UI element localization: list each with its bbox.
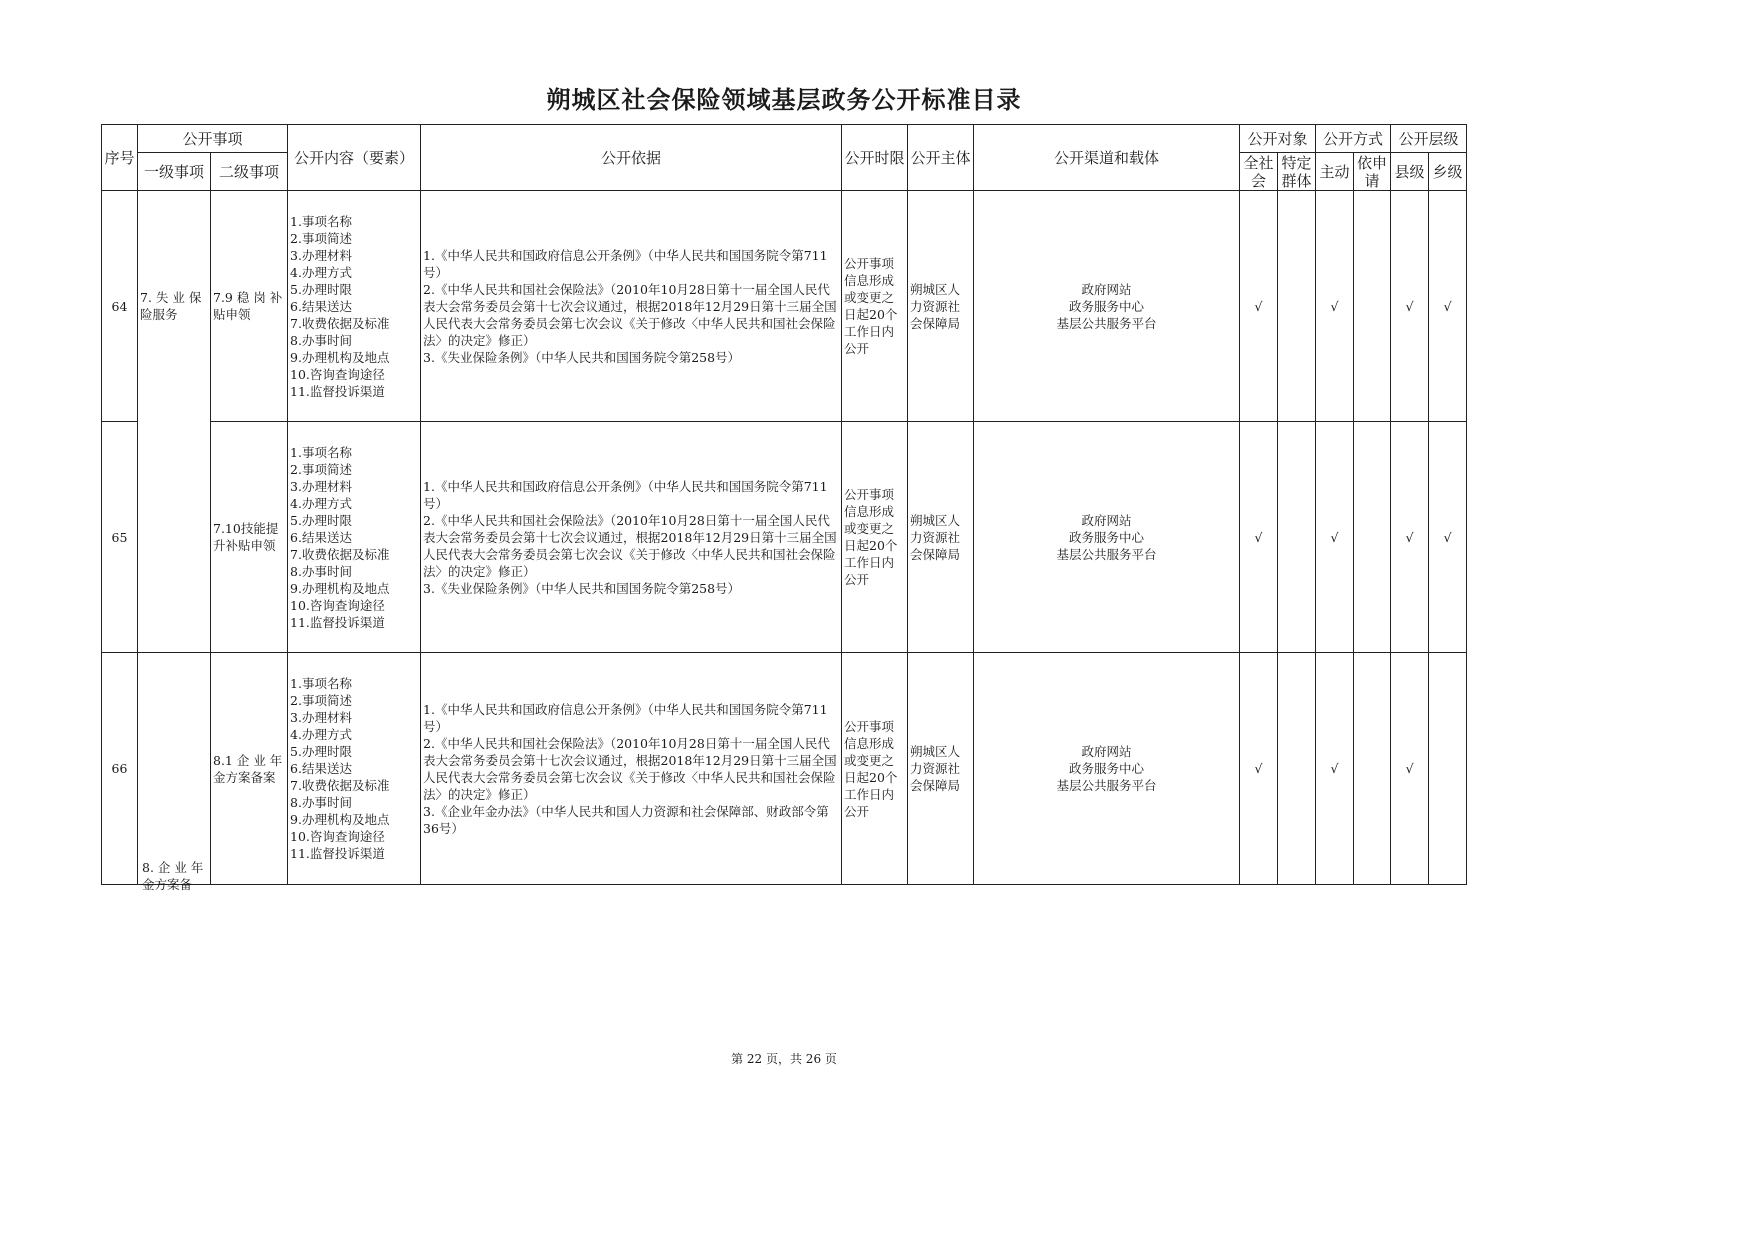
level1-cell (138, 191, 211, 653)
header-matter: 公开事项 (138, 125, 288, 153)
content-item: 1.事项名称 (290, 676, 352, 691)
row-level-county: √ (1391, 653, 1429, 885)
table-row (102, 653, 1467, 885)
row-level-township: √ (1429, 422, 1467, 653)
row-channels (974, 422, 1240, 653)
row-channels (974, 653, 1240, 885)
row-target-group (1278, 191, 1316, 422)
row-target-all: √ (1240, 191, 1278, 422)
channel-item: 政务服务中心 (1069, 529, 1145, 545)
content-item: 5.办理时限 (290, 281, 352, 297)
header-basis: 公开依据 (421, 125, 842, 191)
content-item: 9.办理机构及地点 (290, 812, 390, 827)
table-row (102, 191, 1467, 422)
content-item: 3.办理材料 (290, 478, 352, 494)
content-item: 6.结果送达 (290, 529, 352, 545)
header-target-all: 全社会 (1240, 153, 1278, 191)
row-content (288, 191, 421, 422)
content-item: 7.收费依据及标准 (290, 778, 390, 793)
content-item: 1.事项名称 (290, 444, 352, 460)
basis-item: 1.《中华人民共和国政府信息公开条例》（中华人民共和国国务院令第711号） (423, 247, 828, 280)
content-item: 4.办理方式 (290, 264, 352, 280)
header-level-township: 乡级 (1429, 153, 1467, 191)
content-item: 3.办理材料 (290, 710, 352, 725)
header-seq: 序号 (102, 125, 138, 191)
row-basis (421, 191, 842, 422)
row-time: 公开事项信息形成或变更之日起20个工作日内公开 (842, 422, 908, 653)
row-method-apply (1354, 422, 1391, 653)
basis-item: 2.《中华人民共和国社会保险法》（2010年10月28日第十一届全国人民代表大会常务委员会第十七次会议通过，根据2018年12月29日第十三届全国人民代表大会常务委员会第七次会议《关于修改〈中华人民共和国社会保险法〉的决定》修正） (423, 281, 837, 348)
content-item: 5.办理时限 (290, 512, 352, 528)
content-item: 6.结果送达 (290, 298, 352, 314)
content-item: 2.事项简述 (290, 230, 352, 246)
header-channel: 公开渠道和载体 (974, 125, 1240, 191)
row-subject: 朔城区人力资源社会保障局 (908, 422, 974, 653)
table-row (102, 422, 1467, 653)
header-level: 公开层级 (1391, 125, 1467, 153)
content-item: 10.咨询查询途径 (290, 366, 385, 382)
content-item: 10.咨询查询途径 (290, 597, 385, 613)
row-target-all: √ (1240, 653, 1278, 885)
row-time: 公开事项信息形成或变更之日起20个工作日内公开 (842, 653, 908, 885)
header-target-group: 特定群体 (1278, 153, 1316, 191)
header-target: 公开对象 (1240, 125, 1316, 153)
row-basis (421, 653, 842, 885)
header-subject: 公开主体 (908, 125, 974, 191)
basis-item: 2.《中华人民共和国社会保险法》（2010年10月28日第十一届全国人民代表大会常务委员会第十七次会议通过，根据2018年12月29日第十三届全国人民代表大会常务委员会第七次会议《关于修改〈中华人民共和国社会保险法〉的决定》修正） (423, 512, 837, 579)
row-seq: 64 (102, 191, 138, 422)
header-method-apply: 依申请 (1354, 153, 1391, 191)
basis-item: 1.《中华人民共和国政府信息公开条例》（中华人民共和国国务院令第711号） (423, 478, 828, 511)
content-item: 4.办理方式 (290, 727, 352, 742)
row-level2: 8.1 企 业 年金方案备案 (211, 653, 288, 885)
content-item: 11.监督投诉渠道 (290, 846, 385, 861)
content-item: 8.办事时间 (290, 795, 352, 810)
row-method-active: √ (1316, 653, 1354, 885)
content-item: 8.办事时间 (290, 563, 352, 579)
basis-item: 1.《中华人民共和国政府信息公开条例》（中华人民共和国国务院令第711号） (423, 701, 828, 734)
row-level-county: √ (1391, 191, 1429, 422)
header-method: 公开方式 (1316, 125, 1391, 153)
header-time: 公开时限 (842, 125, 908, 191)
content-item: 7.收费依据及标准 (290, 315, 390, 331)
content-item: 10.咨询查询途径 (290, 829, 385, 844)
content-item: 7.收费依据及标准 (290, 546, 390, 562)
page-footer: 第 22 页，共 26 页 (731, 1052, 837, 1066)
row-target-group (1278, 422, 1316, 653)
content-item: 9.办理机构及地点 (290, 349, 390, 365)
content-item: 2.事项简述 (290, 461, 352, 477)
basis-item: 3.《企业年金办法》（中华人民共和国人力资源和社会保障部、财政部令第36号） (423, 803, 829, 836)
row-subject: 朔城区人力资源社会保障局 (908, 653, 974, 885)
content-item: 3.办理材料 (290, 247, 352, 263)
row-channels (974, 191, 1240, 422)
row-seq: 65 (102, 422, 138, 653)
basis-item: 3.《失业保险条例》（中华人民共和国国务院令第258号） (423, 580, 741, 596)
content-item: 1.事项名称 (290, 213, 352, 229)
basis-item: 3.《失业保险条例》（中华人民共和国国务院令第258号） (423, 349, 741, 365)
header-method-active: 主动 (1316, 153, 1354, 191)
header-level1: 一级事项 (138, 153, 211, 191)
basis-item: 2.《中华人民共和国社会保险法》（2010年10月28日第十一届全国人民代表大会常务委员会第十七次会议通过，根据2018年12月29日第十三届全国人民代表大会常务委员会第七次会议《关于修改〈中华人民共和国社会保险法〉的决定》修正） (423, 735, 837, 802)
header-content: 公开内容（要素） (288, 125, 421, 191)
content-item: 5.办理时限 (290, 744, 352, 759)
row-content (288, 422, 421, 653)
channel-item: 政务服务中心 (1069, 298, 1145, 314)
row-seq: 66 (102, 653, 138, 885)
content-item: 2.事项简述 (290, 693, 352, 708)
header-level2: 二级事项 (211, 153, 288, 191)
row-time: 公开事项信息形成或变更之日起20个工作日内公开 (842, 191, 908, 422)
content-item: 6.结果送达 (290, 761, 352, 776)
channel-item: 基层公共服务平台 (1056, 546, 1157, 562)
channel-item: 基层公共服务平台 (1056, 315, 1157, 331)
row-subject: 朔城区人力资源社会保障局 (908, 191, 974, 422)
channel-item: 政府网站 (1081, 744, 1132, 759)
row-method-active: √ (1316, 422, 1354, 653)
channel-item: 政府网站 (1081, 281, 1132, 297)
row-level-township (1429, 653, 1467, 885)
content-item: 4.办理方式 (290, 495, 352, 511)
level1-cell (138, 653, 211, 892)
catalog-table (101, 124, 1467, 892)
row-target-group (1278, 653, 1316, 885)
row-level-county: √ (1391, 422, 1429, 653)
row-level2: 7.10技能提升补贴申领 (211, 422, 288, 653)
row-target-all: √ (1240, 422, 1278, 653)
header-level-county: 县级 (1391, 153, 1429, 191)
level1-item: 7. 失 业 保 险服务 (140, 290, 202, 322)
row-method-apply (1354, 653, 1391, 885)
content-item: 8.办事时间 (290, 332, 352, 348)
channel-item: 基层公共服务平台 (1056, 778, 1157, 793)
row-method-apply (1354, 191, 1391, 422)
row-level2: 7.9 稳 岗 补 贴申领 (211, 191, 288, 422)
row-level-township: √ (1429, 191, 1467, 422)
channel-item: 政务服务中心 (1069, 761, 1145, 776)
content-item: 11.监督投诉渠道 (290, 383, 385, 399)
row-basis (421, 422, 842, 653)
row-method-active: √ (1316, 191, 1354, 422)
page-title: 朔城区社会保险领域基层政务公开标准目录 (546, 85, 1022, 114)
channel-item: 政府网站 (1081, 512, 1132, 528)
row-content (288, 653, 421, 885)
content-item: 11.监督投诉渠道 (290, 614, 385, 630)
level1-item: 8. 企 业 年 金方案备 (142, 860, 204, 892)
content-item: 9.办理机构及地点 (290, 580, 390, 596)
